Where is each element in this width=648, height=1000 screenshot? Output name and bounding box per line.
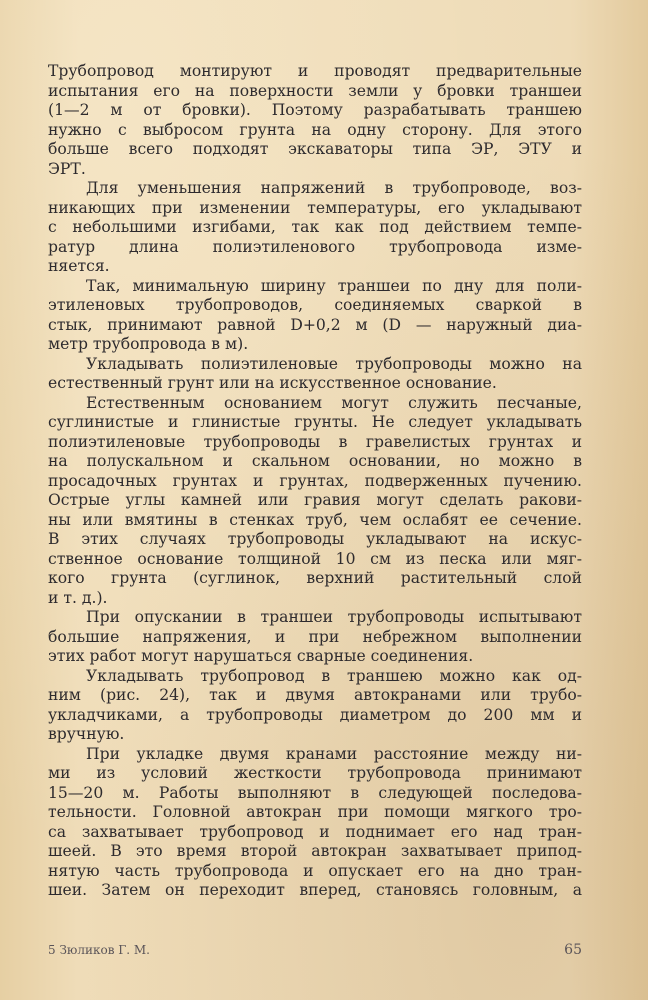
- text-line: ратур длина полиэтиленового трубопровода изме-: [48, 237, 582, 256]
- text-line: ственное основание толщиной 10 см из песка или мяг-: [48, 549, 582, 568]
- text-line: просадочных грунтах и грунтах, подверженных пучению.: [48, 471, 582, 490]
- text-line: ним (рис. 24), так и двумя автокранами или трубо-: [48, 686, 582, 704]
- text-line: ми из условий жесткости трубопровода принимают: [48, 764, 582, 782]
- text-line: Трубопровод монтируют и проводят предварительные: [48, 62, 582, 80]
- text-line: этиленовых трубопроводов, соединяемых сваркой в: [48, 296, 582, 314]
- text-line: укладчиками, а трубопроводы диаметром до 200 мм и: [48, 705, 582, 724]
- text-line: с небольшими изгибами, так как под действием темпе-: [48, 218, 582, 236]
- page-number: 65: [564, 942, 582, 958]
- text-line: Укладывать полиэтиленовые трубопроводы можно на: [86, 354, 582, 373]
- text-line: тельности. Головной автокран при помощи мягкого тро-: [48, 803, 582, 821]
- text-line: При опускании в траншеи трубопроводы испытывают: [86, 608, 582, 626]
- text-line: няется.: [48, 257, 110, 275]
- text-line: суглинистые и глинистые грунты. Не следует укладывать: [48, 413, 582, 431]
- text-line: В этих случаях трубопроводы укладывают на искус-: [48, 530, 582, 548]
- text-line: естественный грунт или на искусственное основание.: [48, 374, 497, 392]
- text-line: испытания его на поверхности земли у бровки траншеи: [48, 81, 582, 100]
- text-line: кого грунта (суглинок, верхний растительный слой: [48, 569, 582, 587]
- text-line: больше всего подходят экскаваторы типа ЭР, ЭТУ и: [48, 140, 582, 158]
- text-line: Острые углы камней или гравия могут сделать ракови-: [48, 491, 582, 509]
- text-line: (1—2 м от бровки). Поэтому разрабатывать траншею: [48, 101, 582, 119]
- text-line: шеей. В это время второй автокран захватывает припод-: [48, 842, 582, 860]
- text-line: При укладке двумя кранами расстояние между ни-: [86, 744, 582, 763]
- text-line: метр трубопровода в м).: [48, 335, 249, 353]
- text-line: стык, принимают равной D+0,2 м (D — наружный диа-: [48, 315, 582, 334]
- text-line: никающих при изменении температуры, его укладывают: [48, 198, 582, 217]
- text-line: Так, минимальную ширину траншеи по дну для поли-: [86, 276, 582, 295]
- text-line: вручную.: [48, 725, 125, 743]
- text-line: Для уменьшения напряжений в трубопроводе, воз-: [86, 179, 582, 197]
- text-line: полиэтиленовые трубопроводы в гравелистых грунтах и: [48, 432, 582, 451]
- text-line: и т. д.).: [48, 588, 108, 607]
- text-line: большие напряжения, и при небрежном выполнении: [48, 627, 582, 646]
- printer-signature: 5 Зюликов Г. М.: [48, 943, 150, 957]
- text-line: са захватывает трубопровод и поднимает его над тран-: [48, 822, 582, 841]
- page-footer: [48, 942, 582, 958]
- page-body-text: [48, 62, 582, 901]
- text-line: шеи. Затем он переходит вперед, становясь головным, а: [48, 881, 582, 899]
- text-line: ЭРТ.: [48, 159, 86, 178]
- text-line: Естественным основанием могут служить песчаные,: [86, 393, 582, 412]
- text-line: нятую часть трубопровода и опускает его на дно тран-: [48, 861, 582, 880]
- text-line: 15—20 м. Работы выполняют в следующей последова-: [48, 783, 582, 802]
- text-line: нужно с выбросом грунта на одну сторону. Для этого: [48, 120, 582, 139]
- text-line: Укладывать трубопровод в траншею можно как од-: [86, 666, 582, 685]
- text-line: этих работ могут нарушаться сварные соединения.: [48, 647, 474, 665]
- text-line: на полускальном и скальном основании, но можно в: [48, 452, 582, 470]
- text-line: ны или вмятины в стенках труб, чем ослабят ее сечение.: [48, 510, 582, 529]
